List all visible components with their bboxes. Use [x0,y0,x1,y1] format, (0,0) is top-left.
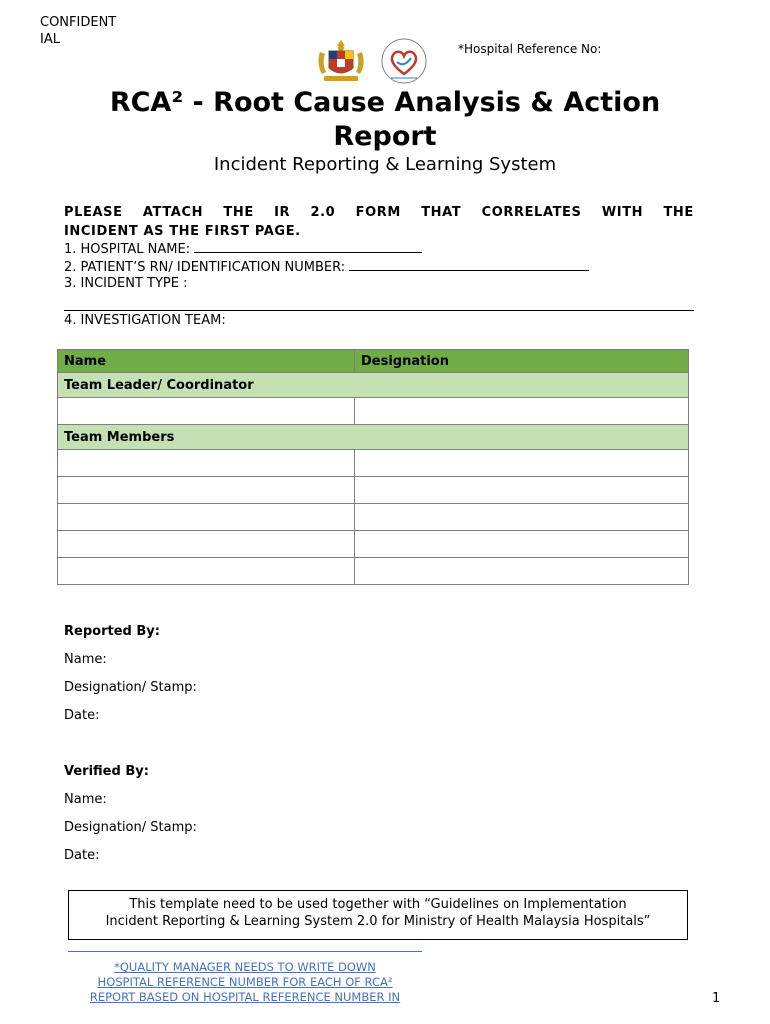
member-designation-cell[interactable] [355,504,689,531]
heart-logo-icon [379,38,429,84]
team-members-header-row [58,425,689,450]
attach-instruction [64,203,694,241]
template-note-box [68,890,688,940]
attach-line-1 [64,203,694,222]
reported-by-heading: Reported By: [64,624,160,639]
verified-designation-label: Designation/ Stamp: [64,820,197,835]
hospital-name-label: 1. HOSPITAL NAME: [64,242,191,257]
title-line-2: Report [333,121,437,152]
incident-type-label: 3. INCIDENT TYPE : [64,276,188,291]
attach-line-2: INCIDENT AS THE FIRST PAGE. [64,224,301,239]
table-row [58,531,689,558]
quality-note-line-1 [68,960,422,975]
template-note-line-1: This template need to be used together with “Guidelines on Implementation [129,897,627,912]
attach-word: PLEASE [64,205,123,220]
table-row [58,398,689,425]
quality-note-text-2: HOSPITAL REFERENCE NUMBER FOR EACH OF RCA² [97,975,393,989]
confidential-line-1: CONFIDENT [40,15,117,30]
attach-word: THE [223,205,254,220]
hospital-name-field [64,240,422,257]
member-name-cell[interactable] [58,531,355,558]
name-column-header: Name [58,350,355,373]
title-line-1: RCA² - Root Cause Analysis & Action [109,87,661,118]
hospital-reference-label: *Hospital Reference No: [458,42,602,56]
reported-name-label: Name: [64,652,107,667]
designation-column-header: Designation [355,350,689,373]
quality-manager-note [68,960,422,1005]
quality-note-text-1: *QUALITY MANAGER NEEDS TO WRITE DOWN [114,960,376,974]
team-leader-header-row [58,373,689,398]
leader-name-cell[interactable] [58,398,355,425]
template-note-line-2: Incident Reporting & Learning System 2.0 for Ministry of Health Malaysia Hospitals” [105,914,651,929]
table-row [58,450,689,477]
member-designation-cell[interactable] [355,558,689,585]
reported-designation-label: Designation/ Stamp: [64,680,197,695]
investigation-team-label: 4. INVESTIGATION TEAM: [64,313,226,328]
member-designation-cell[interactable] [355,477,689,504]
confidential-line-2: IAL [40,32,60,47]
team-leader-header: Team Leader/ Coordinator [58,373,689,398]
member-designation-cell[interactable] [355,531,689,558]
patient-rn-label: 2. PATIENT’S RN/ IDENTIFICATION NUMBER: [64,260,346,275]
member-name-cell[interactable] [58,450,355,477]
quality-note-line-2 [68,975,422,990]
footnote-divider [68,951,422,952]
quality-note-text-3: REPORT BASED ON HOSPITAL REFERENCE NUMBER IN [89,990,401,1004]
reported-date-label: Date: [64,708,100,723]
member-designation-cell[interactable] [355,450,689,477]
member-name-cell[interactable] [58,477,355,504]
verified-date-label: Date: [64,848,100,863]
table-row [58,504,689,531]
verified-name-label: Name: [64,792,107,807]
attach-word: IR [274,205,291,220]
confidential-label [40,14,135,48]
page-number: 1 [712,991,721,1006]
member-name-cell[interactable] [58,558,355,585]
quality-note-line-3 [68,990,422,1005]
hospital-name-blank[interactable] [194,240,422,253]
table-row [58,558,689,585]
investigation-team-table [57,349,689,585]
table-row [58,477,689,504]
team-members-header: Team Members [58,425,689,450]
patient-rn-blank[interactable] [349,258,589,271]
member-name-cell[interactable] [58,504,355,531]
incident-type-blank[interactable] [64,310,694,311]
attach-word: THE [663,205,694,220]
attach-word: CORRELATES [481,205,582,220]
attach-word: FORM [355,205,401,220]
page-title [40,86,730,154]
leader-designation-cell[interactable] [355,398,689,425]
attach-word: WITH [601,205,644,220]
incident-type-field [64,276,187,291]
attach-word: 2.0 [310,205,336,220]
verified-by-heading: Verified By: [64,764,149,779]
table-header-row [58,350,689,373]
patient-rn-field [64,258,589,275]
attach-word: THAT [421,205,462,220]
attach-word: ATTACH [142,205,204,220]
coat-of-arms-icon [312,38,370,84]
page-subtitle: Incident Reporting & Learning System [213,154,557,175]
